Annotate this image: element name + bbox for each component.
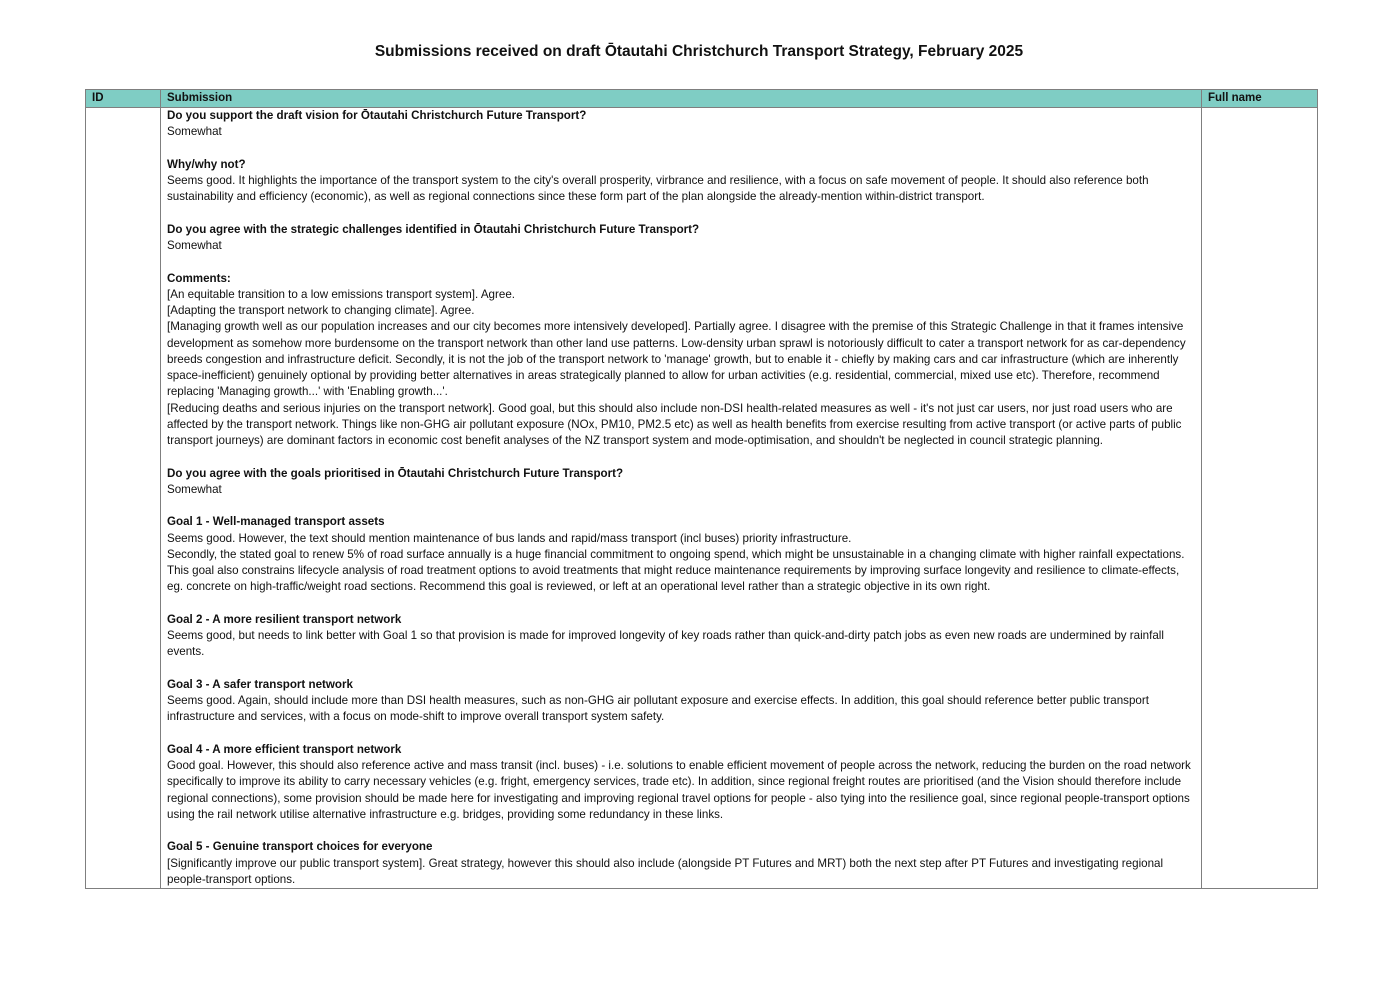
spacer bbox=[167, 823, 1195, 839]
full-name-cell bbox=[1202, 108, 1317, 888]
answer-goals: Somewhat bbox=[167, 482, 222, 496]
question-challenges: Do you agree with the strategic challenges identified in Ōtautahi Christchurch Future Transport? bbox=[167, 222, 700, 236]
header-id: ID bbox=[86, 90, 161, 107]
document-title: Submissions received on draft Ōtautahi Christchurch Transport Strategy, February 2025 bbox=[374, 43, 1024, 60]
header-full-name: Full name bbox=[1208, 92, 1262, 104]
goal-5-text: [Significantly improve our public transport system]. Great strategy, however this should also include (alongside PT Futures and MRT) both the next step after PT Futures and investigating regional people-transport options. bbox=[167, 856, 1164, 886]
spacer bbox=[167, 449, 1195, 465]
header-submission: Submission bbox=[161, 90, 1202, 107]
question-comments: Comments: bbox=[167, 271, 231, 285]
goal-3-text: Seems good. Again, should include more than DSI health measures, such as non-GHG air pollutant exposure and exercise effects. In addition, this goal should reference better public transport infrastructure and services, with a focus on mode-shift to improve overall transport system safety. bbox=[167, 694, 1149, 724]
answer-why: Seems good. It highlights the importance of the transport system to the city's overall prosperity, virbrance and resilience, with a focus on safe movement of people. It should also reference both sustainability and efficiency (economic), as well as regional connections since these form part of the plan alongside the already-mention within-district transport. bbox=[167, 174, 1149, 204]
goal-5-heading: Goal 5 - Genuine transport choices for everyone bbox=[167, 840, 433, 854]
goal-4-heading: Goal 4 - A more efficient transport network bbox=[167, 742, 402, 756]
comment-reducing-deaths: [Reducing deaths and serious injuries on the transport network]. Good goal, but this should also include non-DSI health-related measures as well - it's not just car users, nor just road users who are affected by the transport network. Things like non-GHG air pollutant exposure (NOx, PM10, PM2.5 etc) as well as health benefits from exercise resulting from active transport (or active parts of public transport journeys) are dominant factors in economic cost benefit analyses of the NZ transport system and mode-optimisation, and shouldn't be neglected in council strategic planning. bbox=[167, 401, 1182, 447]
goal-1-text-a: Seems good. However, the text should mention maintenance of bus lands and rapid/mass transport (incl buses) priority infrastructure. bbox=[167, 531, 852, 545]
goal-2-heading: Goal 2 - A more resilient transport network bbox=[167, 612, 402, 626]
spacer bbox=[167, 498, 1195, 514]
table-header-row bbox=[86, 90, 1317, 108]
comment-adapting-climate: [Adapting the transport network to changing climate]. Agree. bbox=[167, 304, 475, 317]
spacer bbox=[167, 596, 1195, 612]
submission-cell bbox=[161, 108, 1202, 888]
table-row bbox=[86, 108, 1317, 888]
comment-equitable-transition: [An equitable transition to a low emissions transport system]. Agree. bbox=[167, 287, 515, 301]
spacer bbox=[167, 726, 1195, 742]
question-vision: Do you support the draft vision for Ōtautahi Christchurch Future Transport? bbox=[167, 109, 587, 122]
spacer bbox=[167, 661, 1195, 677]
spacer bbox=[167, 141, 1195, 157]
spacer bbox=[167, 206, 1195, 222]
goal-1-heading: Goal 1 - Well-managed transport assets bbox=[167, 515, 385, 529]
goal-4-text: Good goal. However, this should also reference active and mass transit (incl. buses) - i.e. solutions to enable efficient movement of people across the network, reducing the burden on the road network specifically to improve its ability to carry necessary vehicles (e.g. fright, emergency services, trade etc). In addition, since regional freight routes are prioritised (and the Vision should therefore include regional connections), some provision should be made here for investigating and improving regional travel options for people - also tying into the resilience goal, since regional people-transport options using the rail network utilise alternative infrastructure e.g. bridges, providing some redundancy in these links. bbox=[167, 759, 1191, 821]
question-goals: Do you agree with the goals prioritised in Ōtautahi Christchurch Future Transport? bbox=[167, 466, 624, 480]
goal-2-text: Seems good, but needs to link better with Goal 1 so that provision is made for improved longevity of key roads rather than quick-and-dirty patch jobs as even new roads are undermined by rainfall events. bbox=[167, 629, 1164, 659]
goal-3-heading: Goal 3 - A safer transport network bbox=[167, 677, 353, 691]
question-why: Why/why not? bbox=[167, 157, 246, 171]
answer-challenges: Somewhat bbox=[167, 239, 222, 252]
comment-managing-growth: [Managing growth well as our population increases and our city becomes more intensively developed]. Partially agree. I disagree with the premise of this Strategic Challenge in that it frames intensive development as somehow more burdensome on the transport network than other land use patterns. Low-density urban sprawl is notoriously difficult to cater a transport network for as car-dependency breeds congestion and infrastructure deficit. Secondly, it is not the job of the transport network to 'manage' growth, but to enable it - chiefly by making cars and car infrastructure (which are inherently space-inefficient) genuinely optional by providing better alternatives in areas strategically planned to allow for urban activities (e.g. residential, commercial, mixed use etc). Therefore, recommend replacing 'Managing growth...' with 'Enabling growth...'. bbox=[167, 320, 1186, 399]
submissions-table bbox=[85, 89, 1318, 889]
id-cell bbox=[86, 108, 161, 888]
spacer bbox=[167, 254, 1195, 270]
goal-1-text-b: Secondly, the stated goal to renew 5% of road surface annually is a huge financial commitment to ongoing spend, which might be unsustainable in a changing climate with higher rainfall expectations. This goal also constrains lifecycle analysis of road treatment options to avoid treatments that might reduce maintenance requirements by improving surface longevity and resilience to climate-effects, eg. concrete on high-traffic/weight road sections. Recommend this goal is reviewed, or left at an operational level rather than a strategic objective in its own right. bbox=[167, 547, 1185, 594]
answer-vision: Somewhat bbox=[167, 125, 222, 139]
